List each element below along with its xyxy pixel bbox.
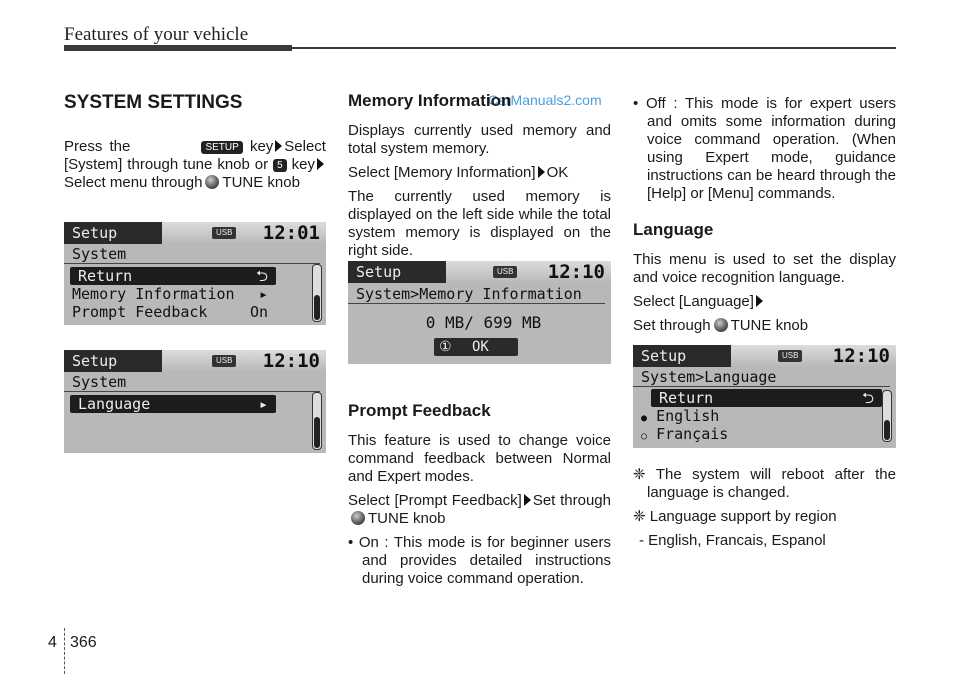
menu-item-prompt-feedback[interactable]: Prompt Feedback On bbox=[72, 303, 268, 321]
header-rule bbox=[64, 47, 896, 49]
screen-language-select bbox=[633, 345, 896, 448]
prompt-heading: Prompt Feedback bbox=[348, 401, 491, 420]
clock: 12:10 bbox=[547, 261, 605, 283]
scrollbar[interactable] bbox=[312, 392, 322, 450]
screen-heading: System bbox=[64, 373, 320, 392]
screen-system-menu bbox=[64, 222, 326, 325]
screen-title-bar bbox=[633, 345, 896, 367]
screen-heading: System>Language bbox=[633, 368, 890, 387]
radio-empty-icon: ○ bbox=[641, 431, 648, 442]
memory-select: Select [Memory Information] OK bbox=[348, 164, 569, 181]
clock: 12:10 bbox=[262, 350, 320, 372]
screen-title-bar bbox=[348, 261, 611, 283]
menu-item-return[interactable]: Return ⮌ bbox=[651, 389, 882, 407]
footer-divider bbox=[64, 628, 65, 674]
scrollbar[interactable] bbox=[312, 264, 322, 322]
screen-heading: System bbox=[64, 245, 320, 264]
usb-badge: USB bbox=[212, 227, 236, 239]
ok-button[interactable]: ① OK bbox=[434, 338, 518, 356]
clock: 12:10 bbox=[832, 345, 890, 367]
region-languages: - English, Francais, Espanol bbox=[639, 532, 826, 549]
section-heading: SYSTEM SETTINGS bbox=[64, 92, 243, 113]
memory-value: 0 MB/ 699 MB bbox=[425, 313, 542, 332]
language-heading: Language bbox=[633, 220, 714, 239]
return-icon: ⮌ bbox=[861, 389, 874, 407]
screen-title: Setup bbox=[633, 345, 731, 367]
tune-knob-icon bbox=[351, 511, 365, 525]
tune-knob-icon bbox=[714, 318, 728, 332]
menu-item-return[interactable]: Return ⮌ bbox=[70, 267, 276, 285]
menu-item-memory[interactable]: Memory Information ▸ bbox=[72, 285, 268, 303]
language-desc: This menu is used to set the display and voice recognition language. bbox=[633, 251, 896, 286]
language-set: Set through TUNE knob bbox=[633, 317, 809, 334]
usb-badge: USB bbox=[493, 266, 517, 278]
screen-title-bar bbox=[64, 350, 326, 372]
setup-key-icon: SETUP bbox=[201, 141, 242, 154]
arrow-icon bbox=[275, 140, 282, 152]
number-one-icon: ① bbox=[439, 339, 452, 355]
return-icon: ⮌ bbox=[255, 267, 268, 285]
memory-detail: The currently used memory is displayed on the left side while the total system memory is displayed on the right side. bbox=[348, 188, 611, 259]
arrow-icon bbox=[538, 166, 545, 178]
scrollbar[interactable] bbox=[882, 390, 892, 442]
tune-knob-icon bbox=[205, 175, 219, 189]
column-1 bbox=[64, 88, 326, 198]
chevron-right-icon: ▸ bbox=[258, 285, 268, 303]
reboot-note: ❈ The system will reboot after the language is changed. bbox=[633, 466, 896, 501]
language-option-french[interactable]: ○ Français bbox=[641, 425, 729, 443]
screen-title: Setup bbox=[64, 222, 162, 244]
region-note: ❈ Language support by region bbox=[633, 508, 837, 525]
running-header: Features of your vehicle bbox=[64, 24, 249, 45]
column-2 bbox=[348, 88, 611, 266]
arrow-icon bbox=[524, 494, 531, 506]
radio-selected-icon: ● bbox=[641, 413, 648, 424]
clock: 12:01 bbox=[262, 222, 320, 244]
intro-paragraph: Press the SETUP key Select [System] through tune knob or 5 keySelect menu through TUNE knob bbox=[64, 138, 326, 191]
prompt-on-bullet: • On : This mode is for beginner users and provides detailed instructions during voice command operation. bbox=[348, 534, 611, 587]
screen-title: Setup bbox=[348, 261, 446, 283]
screen-language-menu bbox=[64, 350, 326, 453]
column-3 bbox=[633, 95, 896, 341]
menu-item-language[interactable]: Language ▸ bbox=[70, 395, 276, 413]
number-key-icon: 5 bbox=[273, 159, 287, 172]
language-select: Select [Language] bbox=[633, 293, 896, 311]
prompt-value: On bbox=[249, 303, 268, 321]
usb-badge: USB bbox=[778, 350, 802, 362]
screen-title-bar bbox=[64, 222, 326, 244]
watermark[interactable]: CarManuals2.com bbox=[488, 92, 602, 108]
memory-desc: Displays currently used memory and total system memory. bbox=[348, 122, 611, 157]
chapter-number: 4 bbox=[48, 634, 57, 651]
screen-memory-info bbox=[348, 261, 611, 364]
column-2-lower bbox=[348, 398, 611, 594]
column-3-notes bbox=[633, 466, 896, 556]
prompt-select: Select [Prompt Feedback] Set throughTUNE knob bbox=[348, 492, 611, 527]
memory-heading: Memory Information bbox=[348, 91, 512, 110]
page-value: 366 bbox=[70, 634, 97, 651]
language-option-english[interactable]: ● English bbox=[641, 407, 720, 425]
screen-heading: System>Memory Information bbox=[348, 285, 605, 304]
prompt-off-bullet: • Off : This mode is for expert users and omits some information during voice command operation. (When using Expert mode, guidance instructions can be heard through the [Help] or [Menu] commands. bbox=[633, 95, 896, 202]
arrow-icon bbox=[317, 158, 324, 170]
screen-title: Setup bbox=[64, 350, 162, 372]
usb-badge: USB bbox=[212, 355, 236, 367]
prompt-desc: This feature is used to change voice command feedback between Normal and Expert modes. bbox=[348, 432, 611, 485]
chevron-right-icon: ▸ bbox=[258, 395, 268, 413]
arrow-icon bbox=[756, 295, 763, 307]
